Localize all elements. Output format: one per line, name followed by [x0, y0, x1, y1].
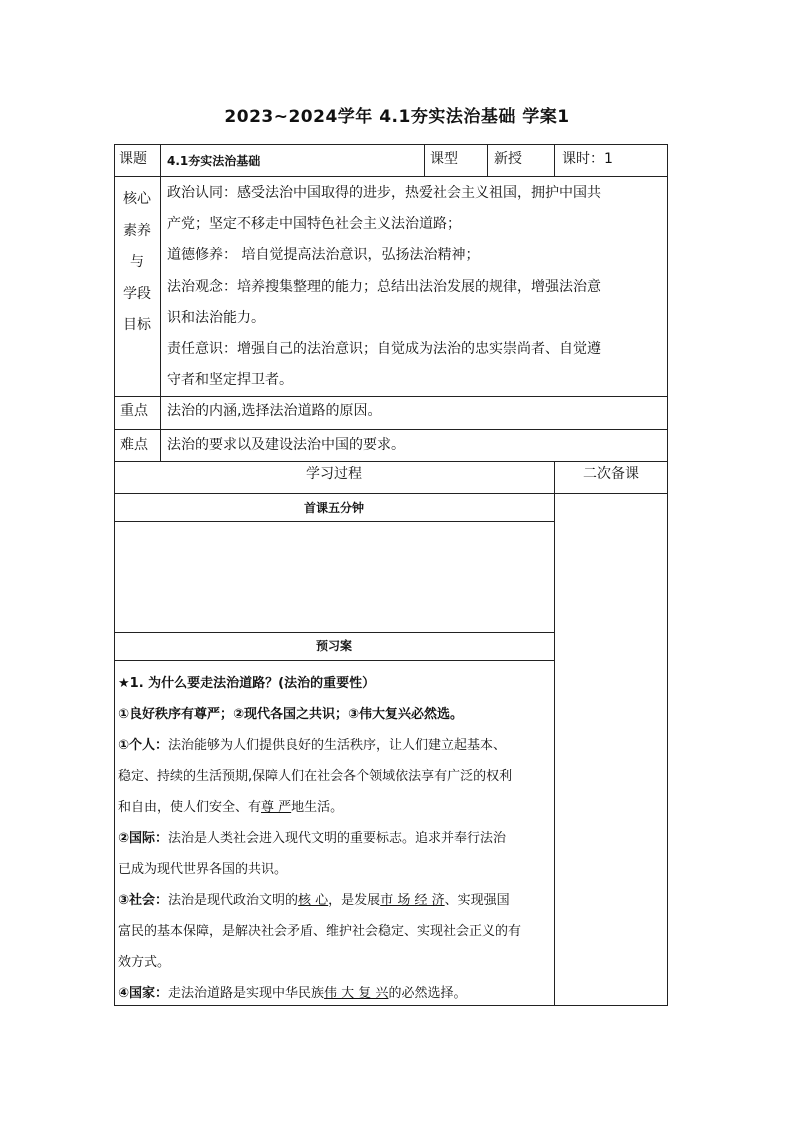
point-society-line2: 富民的基本保障，是解决社会矛盾、维护社会稳定、实现社会正义的有 — [118, 924, 522, 939]
topic-value: 4.1夯实法治基础 — [167, 154, 261, 168]
point-international-line2: 已成为现代世界各国的共识。 — [118, 862, 288, 877]
row-divider — [114, 176, 668, 177]
point-nation: ④国家：走法治道路是实现中华民族伟 大 复 兴的必然选择。 — [118, 986, 467, 1001]
col-divider — [554, 461, 555, 1006]
label-topic: 课题 — [119, 151, 147, 167]
row-divider — [114, 632, 554, 633]
question-1: ★1. 为什么要走法治道路？(法治的重要性） — [118, 676, 376, 691]
col-divider — [160, 144, 161, 462]
key-point-text: 法治的内涵,选择法治道路的原因。 — [167, 403, 382, 419]
blank-answer: 核 心 — [298, 893, 329, 908]
row-divider — [114, 493, 668, 494]
document-title: 2023~2024学年 4.1夯实法治基础 学案1 — [224, 107, 570, 127]
col-divider — [487, 144, 488, 176]
row-divider — [114, 660, 554, 661]
goals-text: 政治认同：感受法治中国取得的进步，热爱社会主义祖国，拥护中国共 产党；坚定不移走中国特色社会主义法治道路； 道德修养： 培自觉提高法治意识，弘扬法治精神； 法治观念：培养搜集整理的能力；总结出法治发展的规律，增强法治意 识和法治能力。 责任意识：增强自己的法治意识；自觉成为法治的忠实崇尚者、自觉遵 守者和坚定捍卫者。 — [167, 185, 601, 389]
difficult-point-text: 法治的要求以及建设法治中国的要求。 — [167, 437, 405, 453]
period-value: 课时：1 — [562, 151, 613, 167]
col-divider — [554, 144, 555, 176]
blank-answer: 尊 严 — [261, 800, 292, 815]
point-personal-line3: 和自由，使人们安全、有尊 严地生活。 — [118, 800, 344, 815]
row-divider — [114, 429, 668, 430]
label-type: 课型 — [430, 151, 458, 167]
blank-answer: 市 场 经 济 — [380, 893, 445, 908]
row-divider — [114, 521, 554, 522]
point-society: ③社会：法治是现代政治文明的核 心，是发展市 场 经 济、实现强国 — [118, 893, 510, 908]
type-value: 新授 — [494, 151, 522, 167]
question-1-summary: ①良好秩序有尊严；②现代各国之共识；③伟大复兴必然选。 — [118, 707, 464, 722]
process-header: 学习过程 — [306, 466, 362, 482]
point-society-line3: 效方式。 — [118, 955, 171, 970]
goals-side-label: 核心 素养 与 学段 目标 — [123, 191, 151, 333]
preview-content — [118, 668, 550, 1009]
key-point-label: 重点 — [120, 403, 148, 419]
difficult-point-label: 难点 — [120, 437, 148, 453]
point-international: ②国际：法治是人类社会进入现代文明的重要标志。追求并奉行法治 — [118, 831, 507, 846]
blank-answer: 伟 大 复 兴 — [324, 986, 389, 1001]
point-personal-line2: 稳定、持续的生活预期,保障人们在社会各个领域依法享有广泛的权利 — [118, 769, 513, 784]
section-preview: 预习案 — [315, 639, 352, 653]
revision-header: 二次备课 — [583, 466, 639, 482]
col-divider — [424, 144, 425, 176]
point-personal: ①个人：法治能够为人们提供良好的生活秩序，让人们建立起基本、 — [118, 738, 507, 753]
section-warmup: 首课五分钟 — [303, 501, 364, 515]
